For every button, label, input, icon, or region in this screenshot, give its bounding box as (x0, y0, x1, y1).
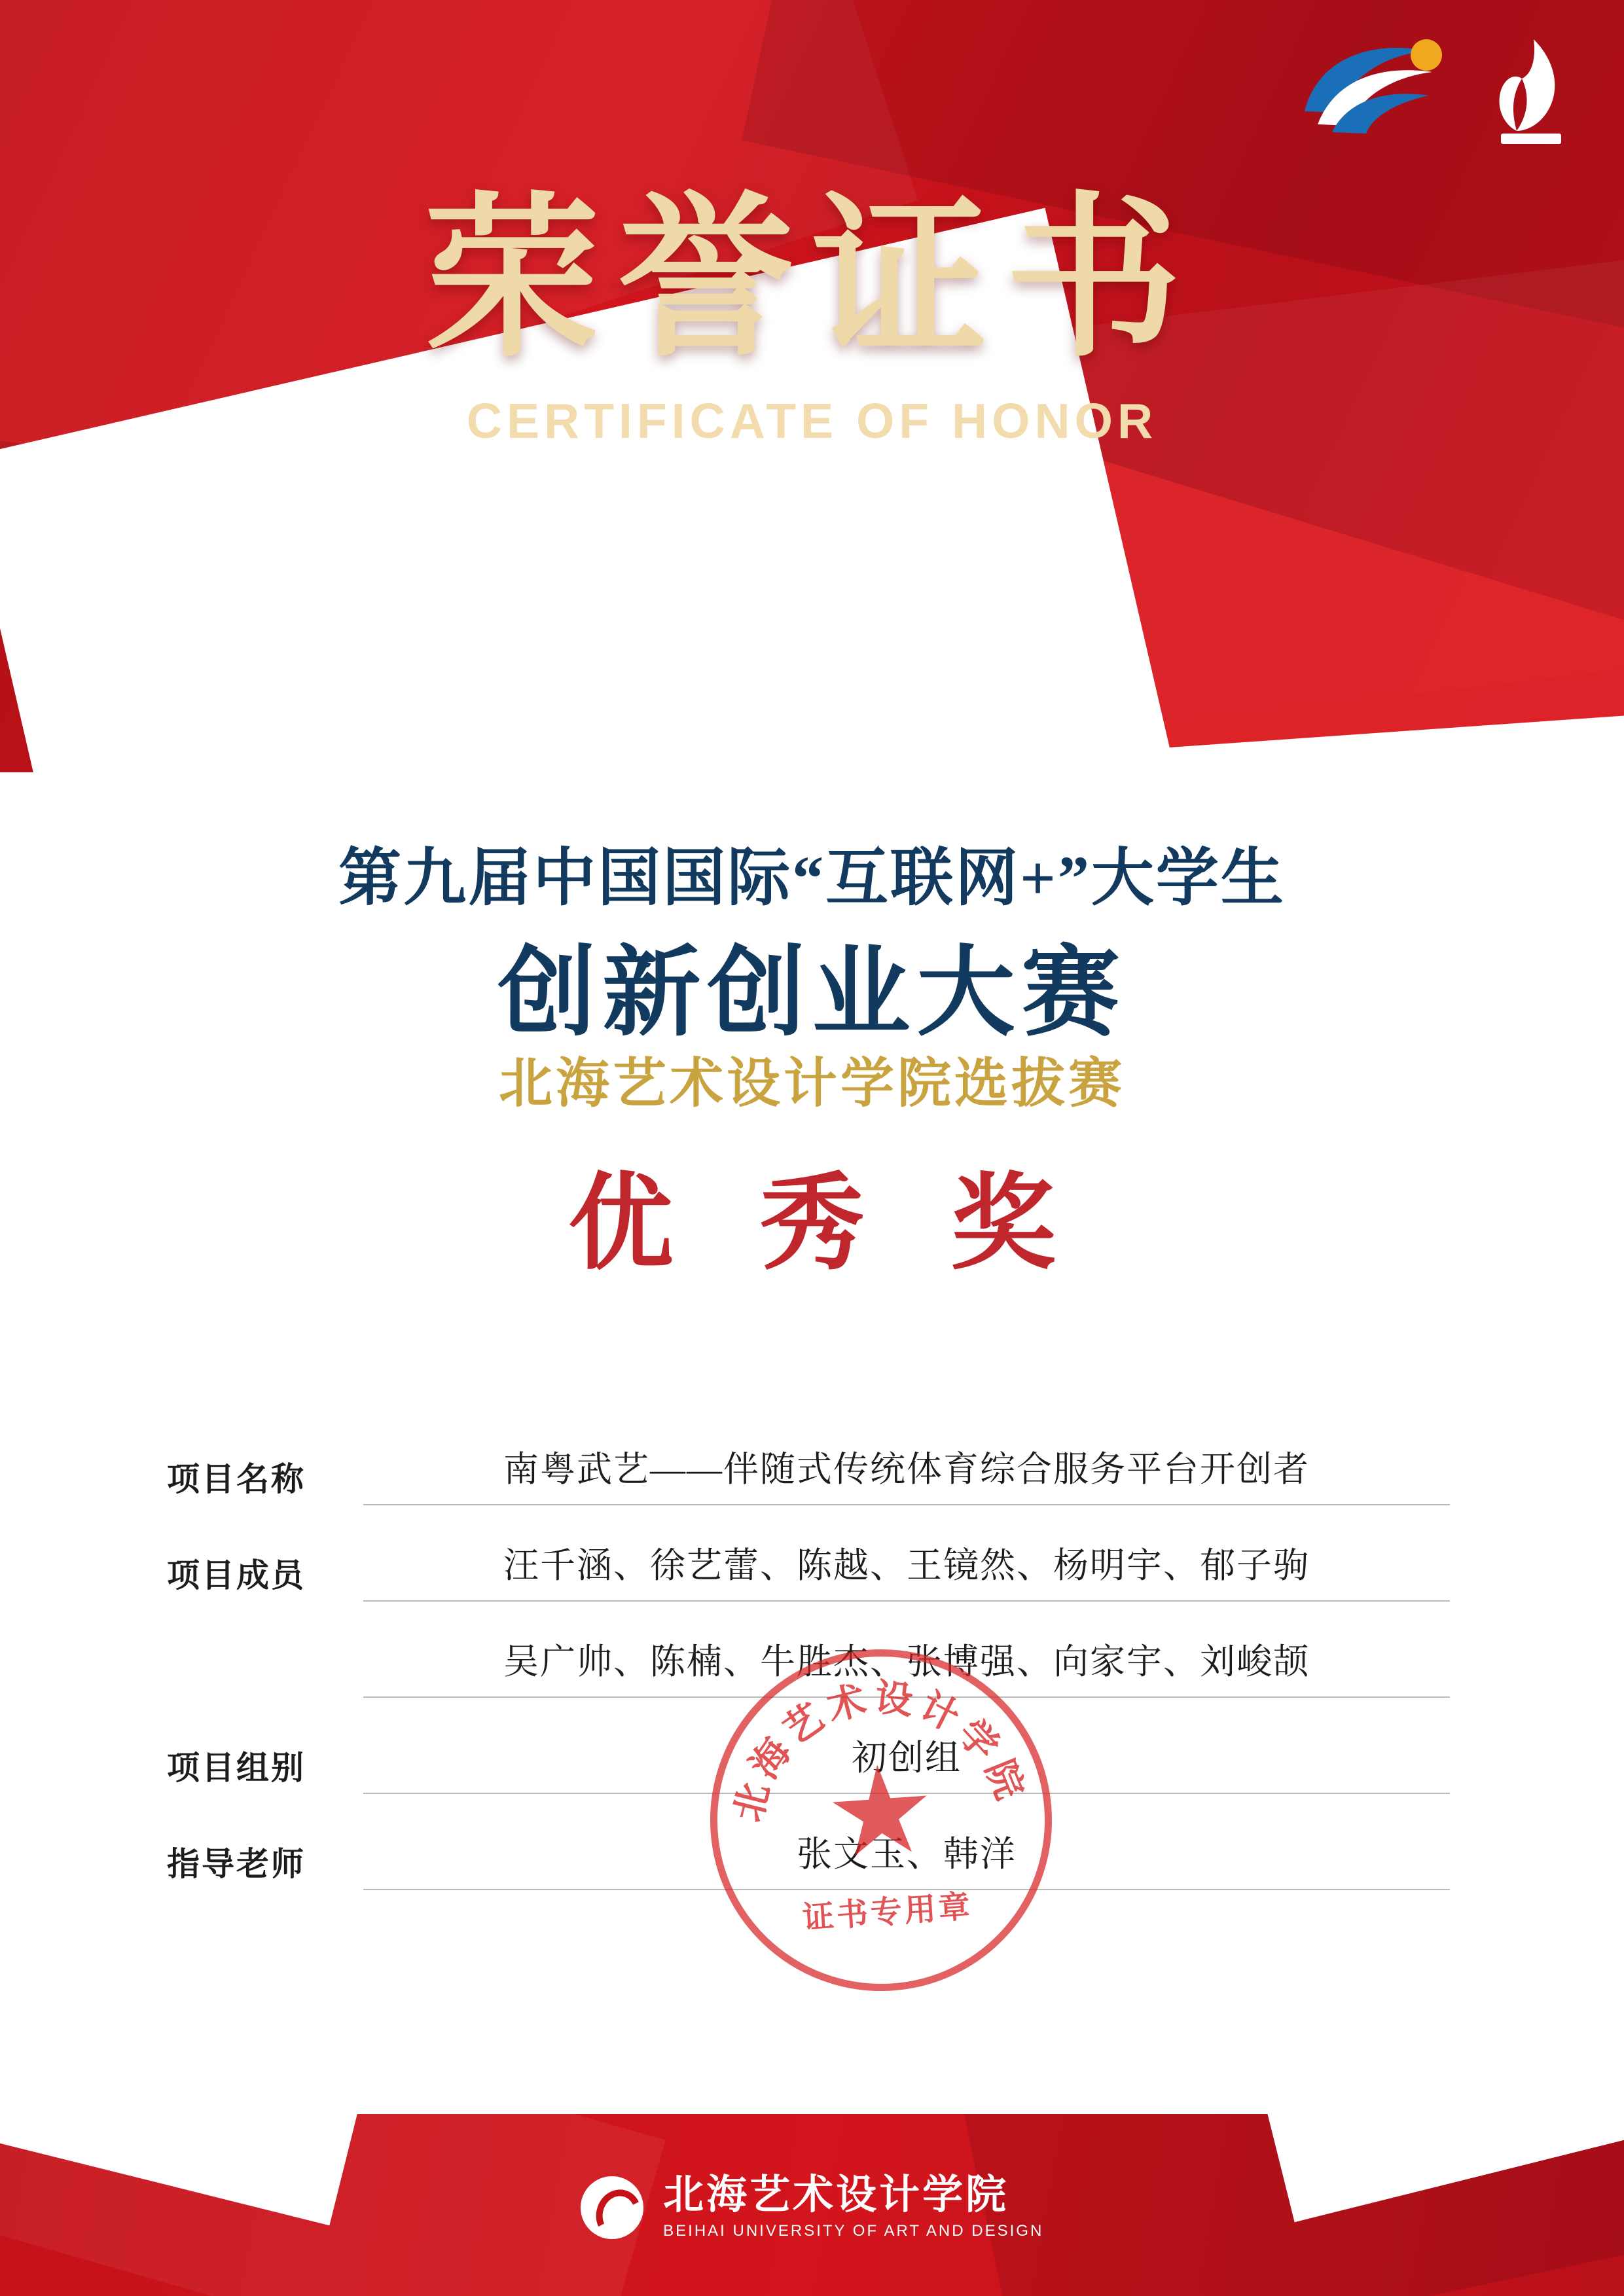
field-value: 南粤武艺——伴随式传统体育综合服务平台开创者 (503, 1450, 1310, 1489)
footer-university-name (663, 2174, 1043, 2240)
field-value: 汪千涵、徐艺蕾、陈越、王镜然、杨明宇、郁子驹 (503, 1546, 1310, 1585)
field-row-project-members (167, 1523, 1450, 1619)
certificate-title-en: CERTIFICATE OF HONOR (466, 393, 1158, 448)
field-value: 张文玉、韩洋 (797, 1835, 1017, 1874)
field-label: 项目成员 (167, 1557, 306, 1594)
field-label: 项目组别 (167, 1749, 306, 1786)
field-underline (363, 1504, 1450, 1505)
field-label: 指导老师 (167, 1846, 306, 1882)
top-red-banner (0, 0, 1624, 772)
seal-bottom-text: 证书专用章 (801, 1889, 974, 1936)
field-value: 初创组 (852, 1738, 962, 1778)
award-name: 优 秀 奖 (568, 1166, 1086, 1282)
secondary-emblem-icon (1488, 35, 1573, 147)
field-underline (363, 1600, 1450, 1602)
field-row-project-name (167, 1427, 1450, 1523)
field-value: 吴广帅、陈楠、牛胜杰、张博强、向家宇、刘峻颉 (503, 1642, 1310, 1681)
official-seal-stamp (698, 1638, 1063, 2002)
logo-group (1298, 26, 1573, 151)
competition-line-3: 北海艺术设计学院选拔赛 (498, 1054, 1125, 1113)
field-label: 项目名称 (167, 1461, 306, 1498)
internet-plus-competition-logo-icon (1298, 33, 1462, 141)
bottom-red-banner (0, 2114, 1624, 2296)
footer-logo (0, 2174, 1624, 2240)
svg-text:北海艺术设计学院: 北海艺术设计学院 (727, 1676, 1034, 1826)
competition-line-1: 第九届中国国际“互联网+”大学生 (338, 843, 1286, 913)
footer-name-en: BEIHAI UNIVERSITY OF ART AND DESIGN (663, 2222, 1044, 2240)
competition-line-2: 创新创业大赛 (497, 939, 1127, 1048)
footer-name-cn: 北海艺术设计学院 (663, 2173, 1009, 2217)
certificate-title-cn: 荣誉证书 (424, 183, 1200, 377)
university-logo-icon (581, 2176, 643, 2239)
